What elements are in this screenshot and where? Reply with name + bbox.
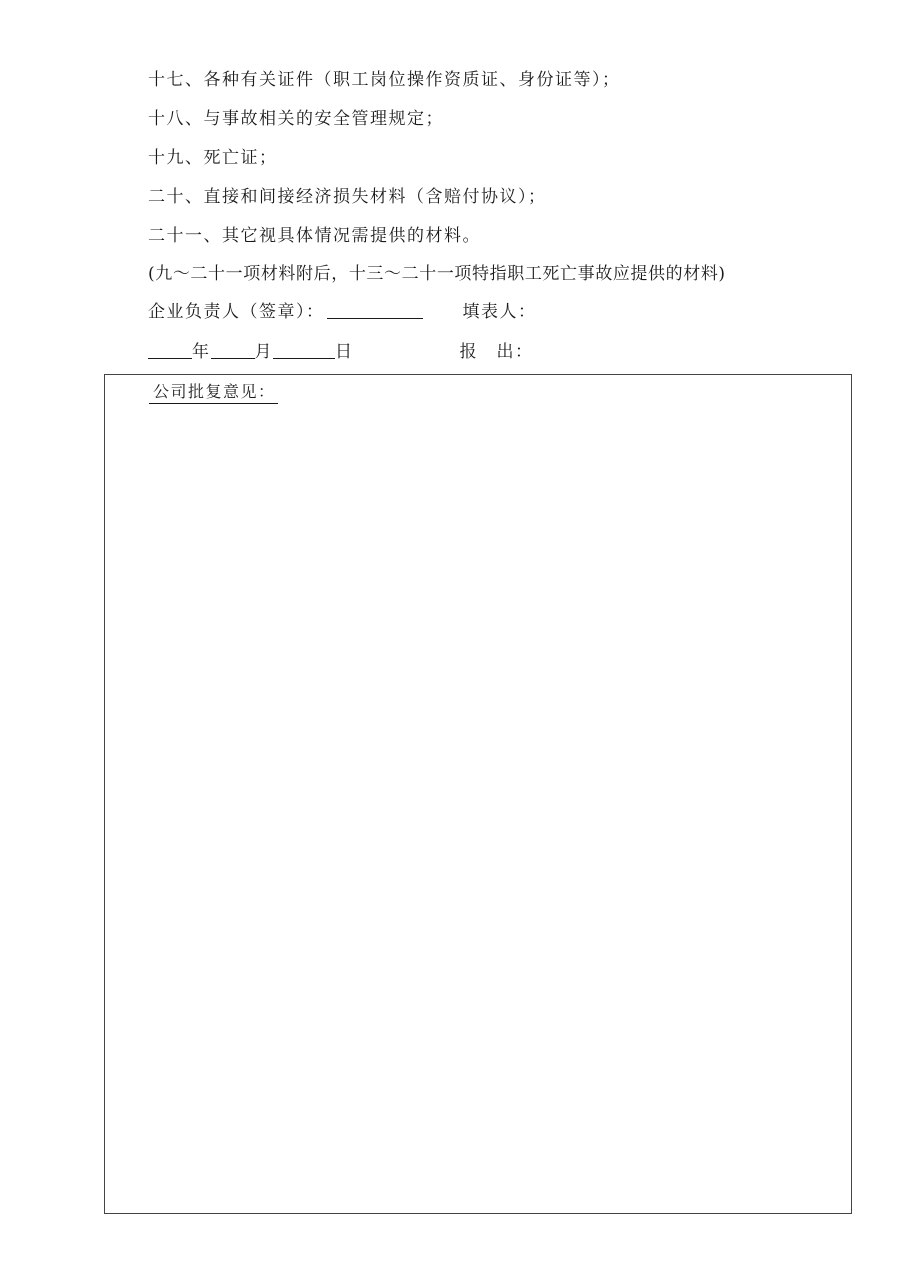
company-reply-box[interactable] <box>104 374 852 1214</box>
date-row <box>148 340 534 364</box>
day-label: 日 <box>335 342 354 362</box>
item-17: 十七、各种有关证件（职工岗位操作资质证、身份证等）； <box>148 70 621 90</box>
item-21: 二十一、其它视具体情况需提供的材料。 <box>148 226 481 246</box>
principal-signature-field[interactable] <box>327 300 423 319</box>
month-field[interactable] <box>211 340 255 359</box>
year-label: 年 <box>192 342 211 362</box>
item-18: 十八、与事故相关的安全管理规定； <box>148 109 444 129</box>
filler-label: 填表人： <box>462 302 537 322</box>
month-label: 月 <box>254 342 273 362</box>
year-field[interactable] <box>148 340 192 359</box>
materials-note: (九～二十一项材料附后，十三～二十一项特指职工死亡事故应提供的材料) <box>148 264 726 284</box>
item-19: 十九、死亡证； <box>148 148 278 168</box>
principal-signature-label: 企业负责人（签章）： <box>148 302 325 322</box>
company-reply-label: 公司批复意见： <box>149 381 278 404</box>
signature-row <box>148 300 537 324</box>
report-label: 报 出： <box>459 342 534 362</box>
day-field[interactable] <box>273 340 335 359</box>
item-20: 二十、直接和间接经济损失材料（含赔付协议）； <box>148 187 547 207</box>
